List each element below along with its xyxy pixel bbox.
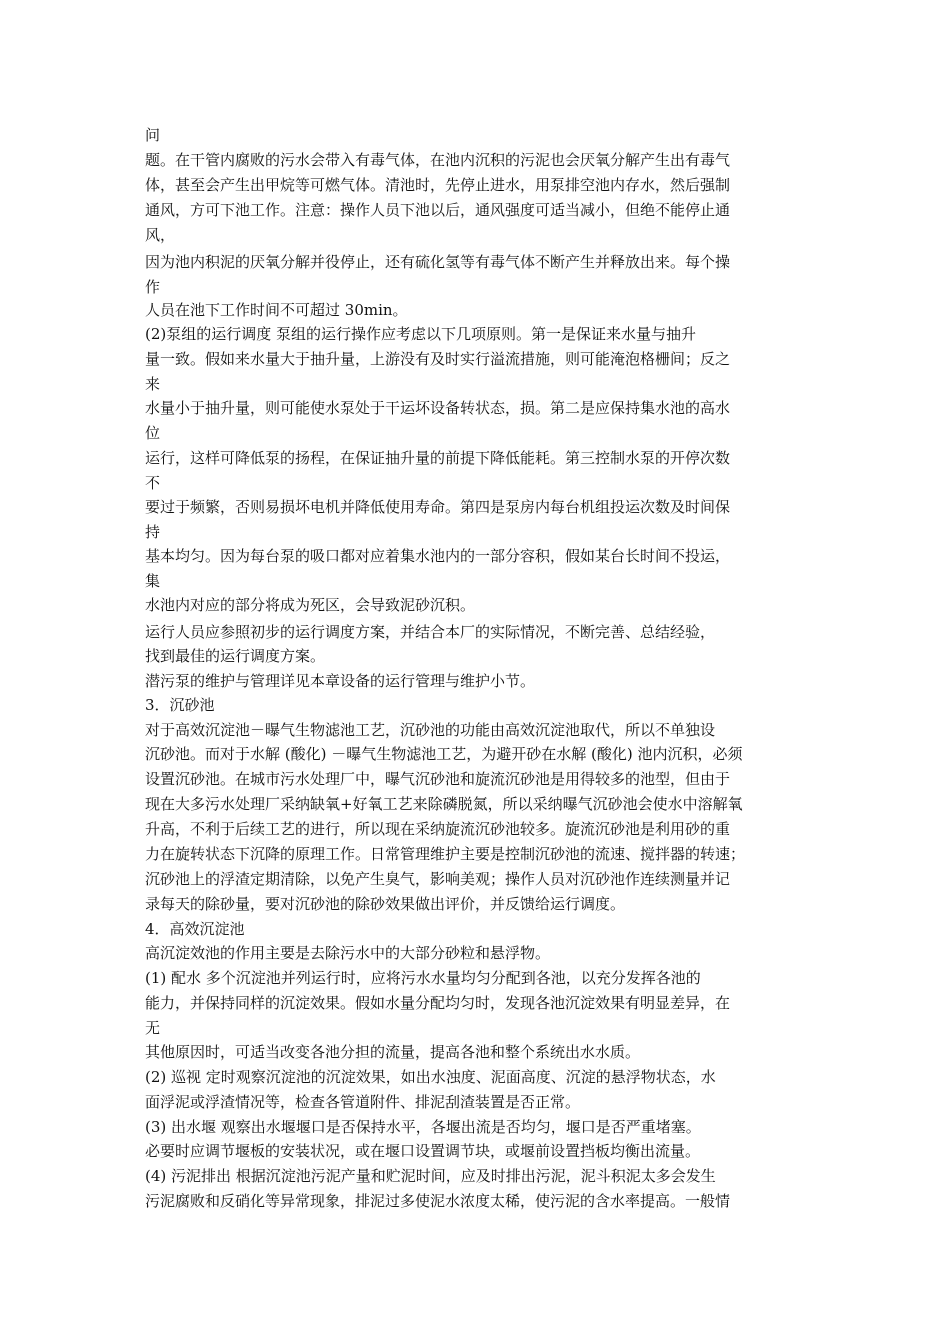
section-heading: 4．高效沉淀池: [145, 920, 245, 938]
text-line: 持: [145, 523, 161, 541]
section-heading: 3．沉砂池: [145, 696, 215, 714]
text-line: 题。在干管内腐败的污水会带入有毒气体，在池内沉积的污泥也会厌氧分解产生出有毒气: [145, 151, 731, 169]
text-line: 沉砂池上的浮渣定期清除，以免产生臭气，影响美观；操作人员对沉砂池作连续测量并记: [145, 870, 731, 888]
text-line: (1) 配水 多个沉淀池并列运行时，应将污水水量均匀分配到各池，以充分发挥各池的: [145, 969, 701, 987]
text-line: 水池内对应的部分将成为死区，会导致泥砂沉积。: [145, 596, 476, 614]
text-line: 录每天的除砂量，要对沉砂池的除砂效果做出评价，并反馈给运行调度。: [145, 895, 626, 913]
text-line: 集: [145, 572, 161, 590]
text-line: 运行，这样可降低泵的扬程，在保证抽升量的前提下降低能耗。第三控制水泵的开停次数: [145, 449, 731, 467]
text-line: 高沉淀效池的作用主要是去除污水中的大部分砂粒和悬浮物。: [145, 944, 551, 962]
text-line: (2)泵组的运行调度 泵组的运行操作应考虑以下几项原则。第一是保证来水量与抽升: [145, 325, 697, 343]
text-line: 不: [145, 474, 161, 492]
text-line: 升高，不利于后续工艺的进行，所以现在采纳旋流沉砂池较多。旋流沉砂池是利用砂的重: [145, 820, 731, 838]
text-line: 作: [145, 278, 161, 296]
text-line: 运行人员应参照初步的运行调度方案，并结合本厂的实际情况，不断完善、总结经验，: [145, 623, 716, 641]
text-line: 能力，并保持同样的沉淀效果。假如水量分配均匀时，发现各池沉淀效果有明显差异，在: [145, 994, 731, 1012]
text-line: (3) 出水堰 观察出水堰堰口是否保持水平，各堰出流是否均匀，堰口是否严重堵塞。: [145, 1118, 701, 1136]
text-line: 体，甚至会产生出甲烷等可燃气体。清池时，先停止进水，用泵排空池内存水，然后强制: [145, 176, 731, 194]
text-line: 现在大多污水处理厂采纳缺氧+好氧工艺来除磷脱氮，所以采纳曝气沉砂池会使水中溶解氧: [145, 795, 743, 813]
text-line: 力在旋转状态下沉降的原理工作。日常管理维护主要是控制沉砂池的流速、搅拌器的转速；: [145, 845, 746, 863]
text-line: 水量小于抽升量，则可能使水泵处于干运坏设备转状态，损。第二是应保持集水池的高水: [145, 399, 731, 417]
text-line: 其他原因时，可适当改变各池分担的流量，提高各池和整个系统出水水质。: [145, 1043, 641, 1061]
text-line: 无: [145, 1019, 161, 1037]
text-line: 污泥腐败和反硝化等异常现象，排泥过多使泥水浓度太稀，使污泥的含水率提高。一般情: [145, 1192, 731, 1210]
text-line: 位: [145, 424, 161, 442]
text-line: 量一致。假如来水量大于抽升量，上游没有及时实行溢流措施，则可能淹泡格栅间；反之: [145, 350, 731, 368]
text-line: 沉砂池。而对于水解 (酸化) －曝气生物滤池工艺，为避开砂在水解 (酸化) 池内沉积，必须: [145, 745, 743, 763]
text-line: 必要时应调节堰板的安装状况，或在堰口设置调节块，或堰前设置挡板均衡出流量。: [145, 1142, 701, 1160]
text-line: (2) 巡视 定时观察沉淀池的沉淀效果，如出水浊度、泥面高度、沉淀的悬浮物状态，水: [145, 1068, 716, 1086]
text-line: 因为池内积泥的厌氧分解并役停止，还有硫化氢等有毒气体不断产生并释放出来。每个操: [145, 253, 731, 271]
text-line: 对于高效沉淀池－曝气生物滤池工艺，沉砂池的功能由高效沉淀池取代，所以不单独设: [145, 721, 716, 739]
text-line: 潜污泵的维护与管理详见本章设备的运行管理与维护小节。: [145, 672, 536, 690]
text-line: 找到最佳的运行调度方案。: [145, 647, 326, 665]
text-line: 通风，方可下池工作。注意：操作人员下池以后，通风强度可适当减小，但绝不能停止通: [145, 201, 731, 219]
text-line: 设置沉砂池。在城市污水处理厂中，曝气沉砂池和旋流沉砂池是用得较多的池型，但由于: [145, 770, 731, 788]
text-line: 人员在池下工作时间不可超过 30min。: [145, 301, 408, 319]
text-line: 基本均匀。因为每台泵的吸口都对应着集水池内的一部分容积，假如某台长时间不投运，: [145, 547, 731, 565]
text-line: 要过于频繁，否则易损坏电机并降低使用寿命。第四是泵房内每台机组投运次数及时间保: [145, 498, 731, 516]
text-line: 面浮泥或浮渣情况等，检查各管道附件、排泥刮渣装置是否正常。: [145, 1093, 581, 1111]
text-line: 问: [145, 126, 161, 144]
text-line: 风，: [145, 226, 176, 244]
text-line: 来: [145, 375, 161, 393]
text-line: (4) 污泥排出 根据沉淀池污泥产量和贮泥时间，应及时排出污泥，泥斗积泥太多会发生: [145, 1167, 716, 1185]
